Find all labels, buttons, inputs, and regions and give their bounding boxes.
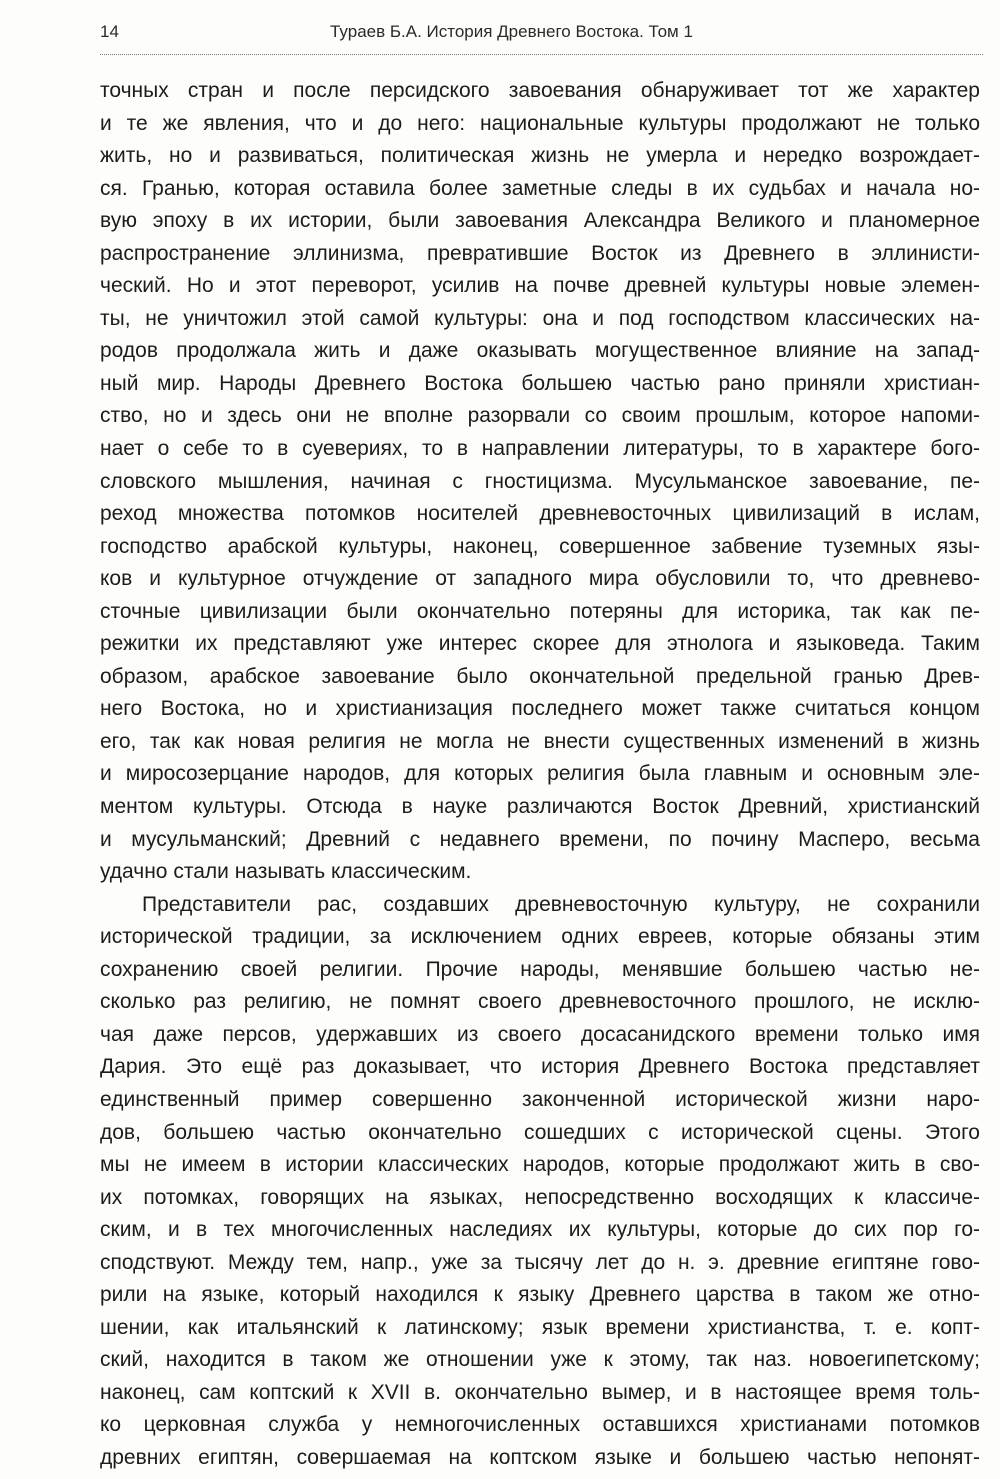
text-line: образом, арабское завоевание было окончательной предельной гранью Древ- (100, 664, 980, 688)
body-text (100, 75, 980, 1475)
text-line: единственный пример совершенно законченной исторической жизни наро- (100, 1087, 980, 1111)
text-line: и миросозерцание народов, для которых религия была главным и основным эле- (100, 762, 980, 786)
text-line: точных стран и после персидского завоевания обнаруживает тот же характер (100, 79, 980, 102)
text-line: господство арабской культуры, наконец, совершенное забвение туземных язы- (100, 534, 980, 558)
text-line: сколько раз религию, не помнят своего древневосточного прошлого, не исклю- (100, 990, 980, 1014)
text-line: ским, и в тех многочисленных наследиях их культуры, которые до сих пор го- (100, 1218, 980, 1242)
text-line: дов, большею частью окончательно сошедших с исторической сцены. Этого (100, 1120, 980, 1144)
text-line: его, так как новая религия не могла не внести существенных изменений в жизнь (100, 729, 980, 753)
text-line: ков и культурное отчуждение от западного мира обусловили то, что древнево- (100, 567, 980, 591)
paragraph (100, 889, 980, 1475)
page-header (100, 22, 976, 50)
text-line: режитки их представляют уже интерес скорее для этнолога и языковеда. Таким (100, 632, 980, 656)
text-line: ко церковная служба у немногочисленных оставшихся христианами потомков (100, 1413, 980, 1437)
text-line: древних египтян, совершаемая на коптском языке и большею частью непонят- (100, 1445, 980, 1469)
text-line: их потомках, говорящих на языках, непосредственно восходящих к классиче- (100, 1185, 980, 1209)
page-number: 14 (100, 22, 119, 41)
text-line: наконец, сам коптский к XVII в. окончательно вымер, и в настоящее время толь- (100, 1380, 980, 1404)
text-line: словского мышления, начиная с гностицизма. Мусульманское завоевание, пе- (100, 469, 980, 493)
text-line: шении, как итальянский к латинскому; язык времени христианства, т. е. копт- (100, 1315, 980, 1339)
paragraphs (100, 75, 980, 1475)
text-line: ты, не уничтожил этой самой культуры: она и под господством классических на- (100, 306, 980, 330)
text-line: и те же явления, что и до него: национальные культуры продолжают не только (100, 111, 980, 135)
text-line: ческий. Но и этот переворот, усилив на почве древней культуры новые элемен- (100, 274, 980, 298)
header-divider (100, 54, 983, 55)
text-line: жить, но и развиваться, политическая жизнь не умерла и нередко возрождает- (100, 144, 980, 168)
text-line: вую эпоху в их истории, были завоевания Александра Великого и планомерное (100, 209, 980, 233)
text-line: исторической традиции, за исключением одних евреев, которые обязаны этим (100, 925, 980, 949)
text-line: родов продолжала жить и даже оказывать могущественное влияние на запад- (100, 339, 980, 363)
text-line: мы не имеем в истории классических народов, которые продолжают жить в сво- (100, 1153, 980, 1177)
text-line: нает о себе то в суевериях, то в направлении литературы, то в характере бого- (100, 437, 980, 461)
text-line: реход множества потомков носителей древневосточных цивилизаций в ислам, (100, 502, 980, 526)
running-title: Тураев Б.А. История Древнего Востока. Том 1 (330, 22, 693, 41)
text-line: чая даже персов, удержавших из своего досасанидского времени только имя (100, 1022, 980, 1046)
text-line: Представители рас, создавших древневосточную культуру, не сохранили (142, 892, 980, 916)
text-line: ный мир. Народы Древнего Востока большею частью рано приняли христиан- (100, 371, 980, 395)
text-line: ство, но и здесь они не вполне разорвали со своим прошлым, которое напоми- (100, 404, 980, 428)
text-line: ся. Гранью, которая оставила более заметные следы в их судьбах и начала но- (100, 176, 980, 200)
text-line: и мусульманский; Древний с недавнего времени, по почину Масперо, весьма (100, 827, 980, 851)
text-line: рили на языке, который находился к языку Древнего царства в таком же отно- (100, 1283, 980, 1307)
text-line: сохранению своей религии. Прочие народы, менявшие большею частью не- (100, 957, 980, 981)
text-line: него Востока, но и христианизация последнего может также считаться концом (100, 697, 980, 721)
text-line: сточные цивилизации были окончательно потеряны для историка, так как пе- (100, 599, 980, 623)
text-line: удачно стали называть классическим. (100, 860, 472, 884)
text-line: ский, находится в таком же отношении уже к этому, так наз. новоегипетскому; (100, 1348, 980, 1372)
paragraph (100, 75, 980, 889)
text-line: ментом культуры. Отсюда в науке различаются Восток Древний, христианский (100, 795, 980, 819)
text-line: Дария. Это ещё раз доказывает, что история Древнего Востока представляет (100, 1055, 980, 1079)
text-line: сподствуют. Между тем, напр., уже за тысячу лет до н. э. древние египтяне гово- (100, 1250, 980, 1274)
text-line: распространение эллинизма, превратившие Восток из Древнего в эллинисти- (100, 241, 980, 265)
